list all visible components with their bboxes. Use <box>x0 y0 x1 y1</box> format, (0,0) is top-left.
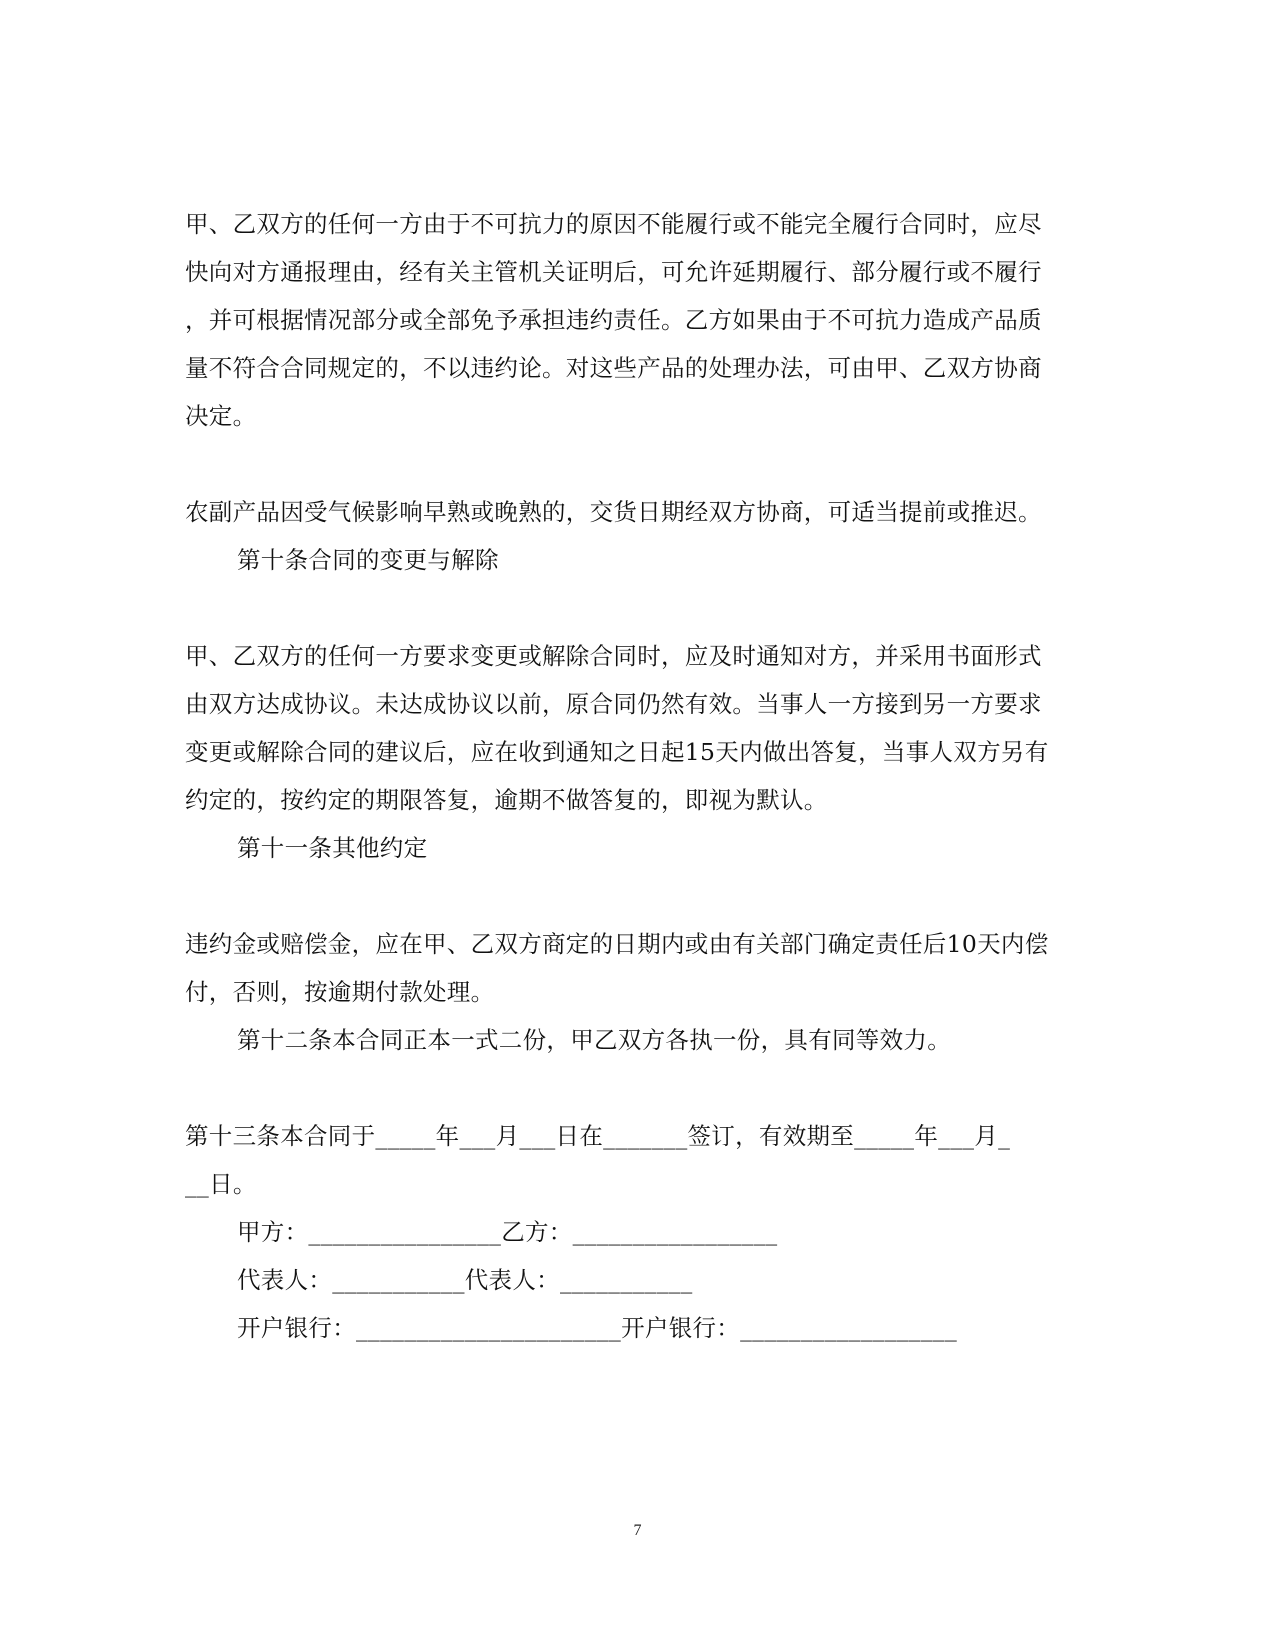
text-line: 付，否则，按逾期付款处理。 <box>185 978 495 1006</box>
text-line: ，并可根据情况部分或全部免予承担违约责任。乙方如果由于不可抗力造成产品质 <box>185 306 1042 334</box>
article-13 <box>185 1112 1095 1208</box>
paragraph-climate <box>185 488 1095 536</box>
text-line: 量不符合合同规定的，不以违约论。对这些产品的处理办法，可由甲、乙双方协商 <box>185 354 1042 382</box>
text-line: 变更或解除合同的建议后，应在收到通知之日起15天内做出答复，当事人双方另有 <box>185 738 1049 766</box>
text-line: 约定的，按约定的期限答复，逾期不做答复的，即视为默认。 <box>185 786 828 814</box>
article-11-heading: 第十一条其他约定 <box>237 834 428 862</box>
page-number: 7 <box>633 1522 642 1539</box>
document-body <box>185 200 1095 1352</box>
signature-party-line: 甲方：________________乙方：_________________ <box>237 1218 778 1246</box>
paragraph-spacer <box>185 440 1095 488</box>
paragraph-change <box>185 632 1095 824</box>
text-line: 由双方达成协议。未达成协议以前，原合同仍然有效。当事人一方接到另一方要求 <box>185 690 1042 718</box>
text-line: 决定。 <box>185 402 257 430</box>
article-10-heading: 第十条合同的变更与解除 <box>237 546 499 574</box>
paragraph-spacer <box>185 584 1095 632</box>
text-line: 甲、乙双方的任何一方要求变更或解除合同时，应及时通知对方，并采用书面形式 <box>185 642 1042 670</box>
article-12: 第十二条本合同正本一式二份，甲乙双方各执一份，具有同等效力。 <box>237 1026 951 1054</box>
signature-block <box>185 1208 1095 1352</box>
paragraph-compensation <box>185 920 1095 1016</box>
paragraph-spacer <box>185 872 1095 920</box>
text-line: 违约金或赔偿金，应在甲、乙双方商定的日期内或由有关部门确定责任后10天内偿 <box>185 930 1049 958</box>
text-line: 第十三条本合同于_____年___月___日在_______签订，有效期至_____年___月_ <box>185 1122 1011 1150</box>
text-line: __日。 <box>185 1170 257 1198</box>
paragraph-spacer <box>185 1064 1095 1112</box>
signature-representative-line: 代表人：___________代表人：___________ <box>237 1266 693 1294</box>
text-line: 甲、乙双方的任何一方由于不可抗力的原因不能履行或不能完全履行合同时，应尽 <box>185 210 1042 238</box>
signature-bank-line: 开户银行：______________________开户银行：__________________ <box>237 1314 957 1342</box>
text-line: 快向对方通报理由，经有关主管机关证明后，可允许延期履行、部分履行或不履行 <box>185 258 1042 286</box>
paragraph-force-majeure <box>185 200 1095 440</box>
text-line: 农副产品因受气候影响早熟或晚熟的，交货日期经双方协商，可适当提前或推迟。 <box>185 498 1042 526</box>
